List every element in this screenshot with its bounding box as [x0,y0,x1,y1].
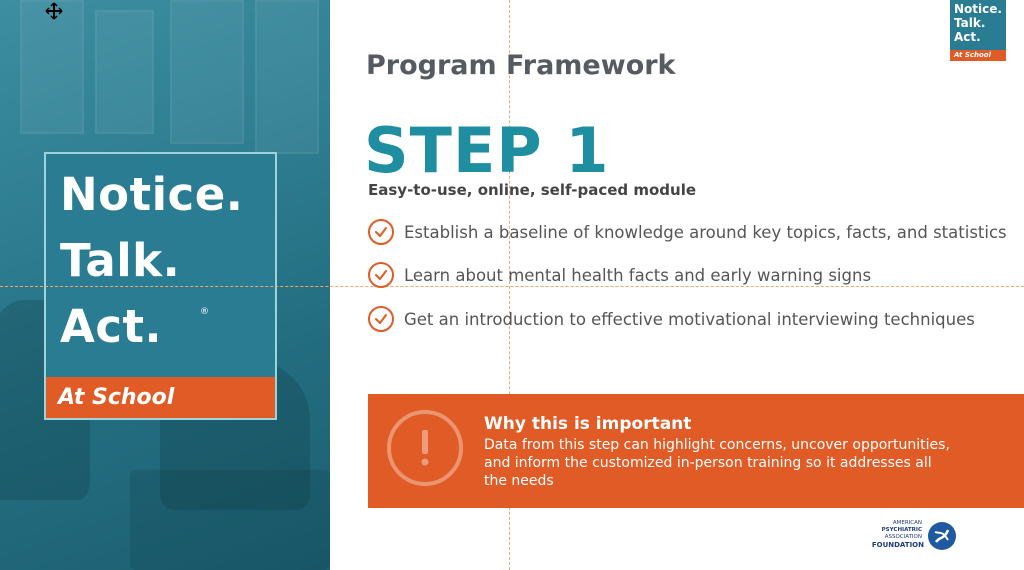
apa-text: PSYCHIATRIC [881,527,922,533]
apa-emblem-icon [928,522,956,550]
mini-logo-line: Talk. [954,16,986,30]
window-shape [95,10,154,134]
bullet-item[interactable] [368,219,1007,245]
why-important-box[interactable] [368,394,1024,508]
mini-logo-tagline: At School [950,50,1006,61]
logo-tagline: At School [46,377,275,418]
important-title: Why this is important [484,414,692,434]
logo-line-notice: Notice. [60,168,244,221]
apa-text: FOUNDATION [871,541,924,549]
step-title[interactable]: STEP 1 [364,114,610,187]
mini-logo-line: Act. [954,30,981,44]
bullet-text: Get an introduction to effective motivational interviewing techniques [404,309,975,329]
section-title[interactable]: Program Framework [366,50,676,81]
window-shape [20,0,84,134]
check-circle-icon [368,262,394,288]
desk-shape [130,470,330,570]
bullet-text: Establish a baseline of knowledge around key topics, facts, and statistics [404,222,1007,242]
logo-line-talk: Talk. [60,234,181,287]
mini-logo [950,0,1006,61]
bullet-item[interactable] [368,306,975,332]
logo-line-act: Act. [60,300,163,353]
important-body: Data from this step can highlight concerns, uncover opportunities, and inform the customized in-person training so it addresses all the needs [484,437,950,489]
check-circle-icon [368,306,394,332]
bullet-item[interactable] [368,262,871,288]
step-subtitle[interactable]: Easy-to-use, online, self-paced module [368,181,697,199]
apa-text: AMERICAN [892,520,922,526]
apa-text: ASSOCIATION [884,534,922,540]
mini-logo-line: Notice. [954,2,1002,16]
move-cursor-icon [45,2,63,20]
window-shape [255,0,319,154]
bullet-text: Learn about mental health facts and early warning signs [404,265,872,285]
exclamation-circle-icon [387,410,463,486]
window-shape [170,0,244,144]
check-circle-icon [368,219,394,245]
apa-foundation-logo [871,518,958,554]
registered-mark: ® [200,307,209,317]
